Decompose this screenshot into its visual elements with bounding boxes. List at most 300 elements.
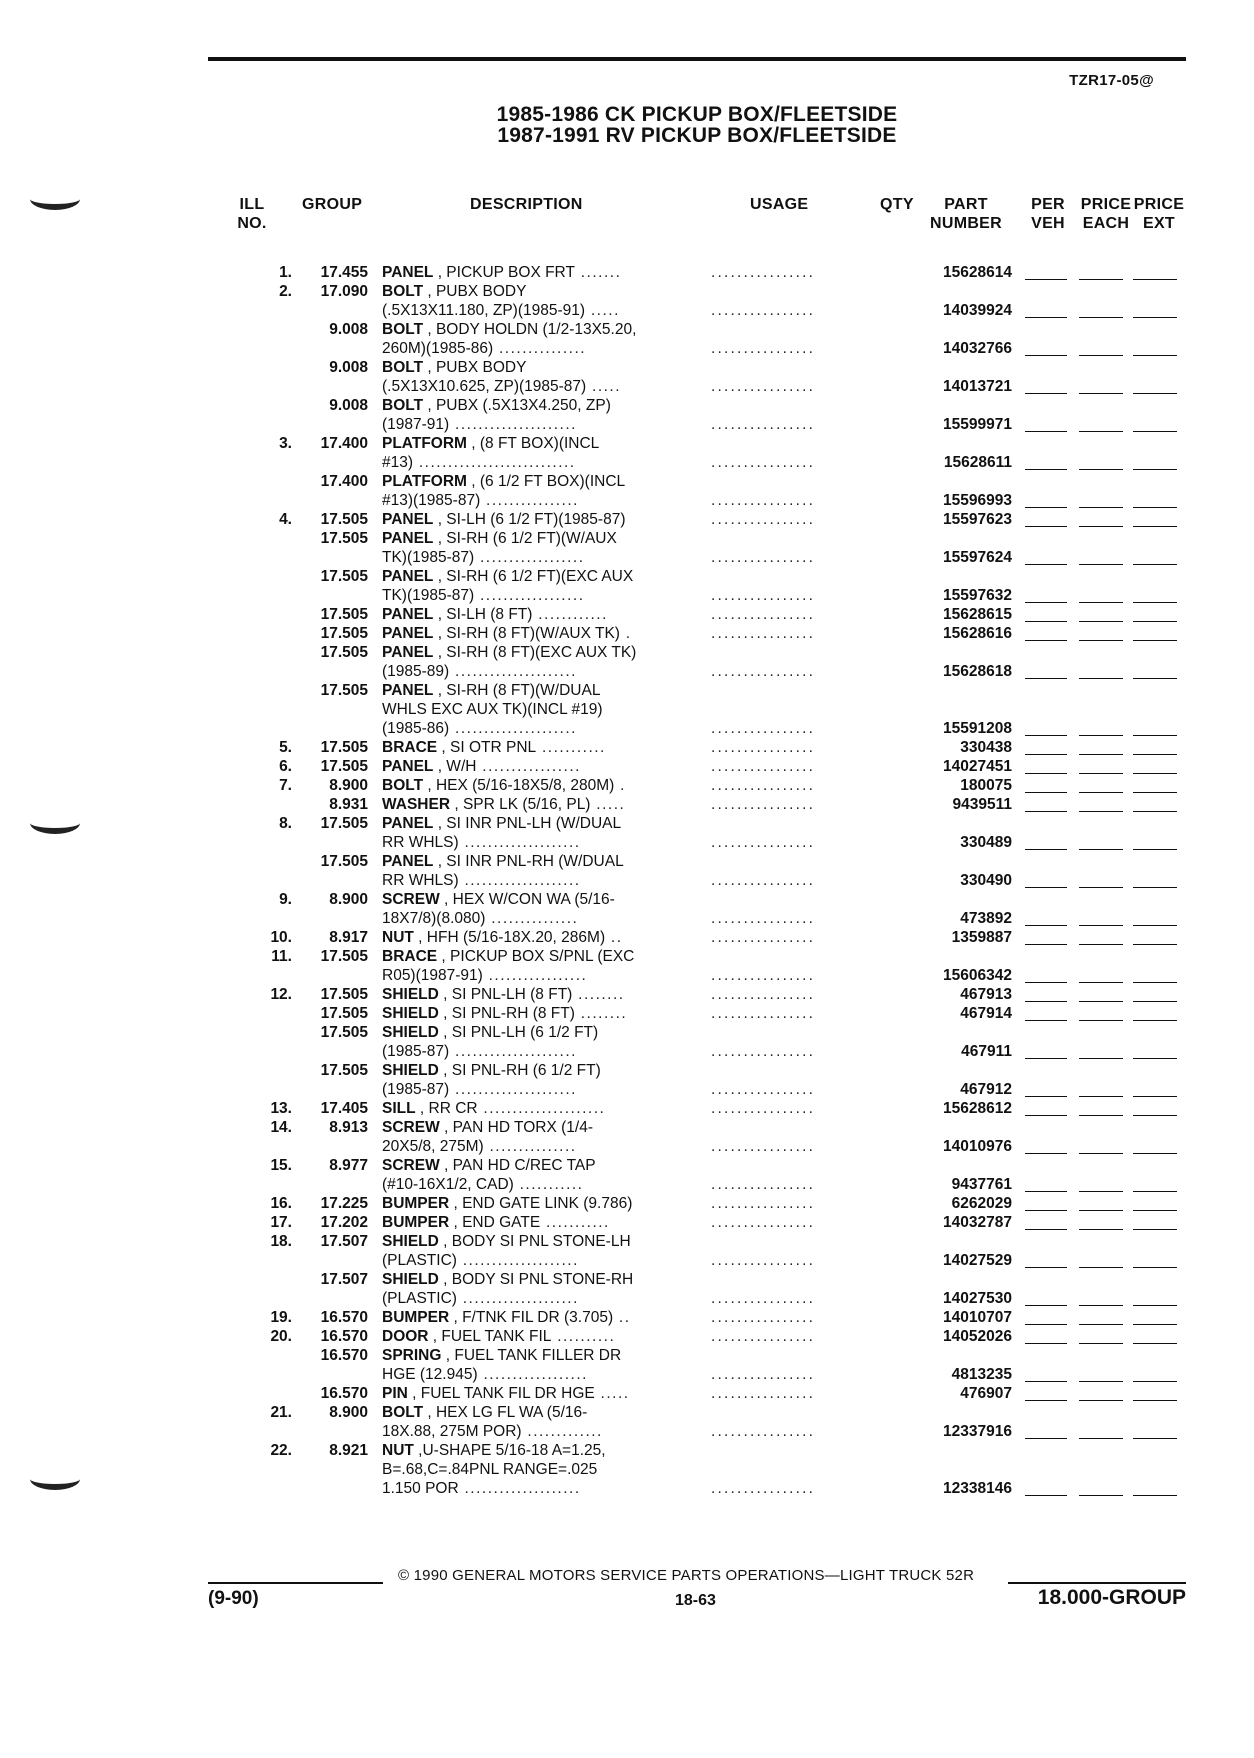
blank-line (1079, 1115, 1123, 1117)
blank-line (1079, 1229, 1123, 1231)
description (382, 510, 686, 529)
dot-leader: .................... (456, 1252, 579, 1269)
table-row (0, 1384, 1254, 1403)
part-name: BUMPER (382, 1214, 450, 1231)
usage-leader: ................ (711, 1176, 816, 1193)
table-row (0, 795, 1254, 814)
part-name: BUMPER (382, 1195, 450, 1212)
blank-line (1079, 678, 1123, 680)
dot-leader: ................. (482, 967, 588, 984)
blank-line (1133, 1058, 1177, 1060)
usage-leader: ................ (711, 625, 816, 642)
usage-leader: ................ (711, 1214, 816, 1231)
part-name: SHIELD (382, 986, 439, 1003)
description (382, 1289, 686, 1308)
blank-line (1025, 1020, 1067, 1022)
fill-in-blanks (1025, 491, 1185, 510)
table-row (0, 339, 1254, 358)
blank-line (1133, 469, 1177, 471)
description-text: (1985-87) (382, 1081, 450, 1098)
description (382, 1004, 686, 1023)
ill-number: 17. (270, 1214, 292, 1231)
group-number: 17.455 (320, 264, 368, 281)
group-number: 9.008 (329, 321, 368, 338)
usage-leader: ................ (711, 1290, 816, 1307)
blank-line (1025, 469, 1067, 471)
part-name: PANEL (382, 530, 434, 547)
part-number: 15628616 (943, 625, 1012, 642)
table-row (0, 928, 1254, 947)
description (382, 909, 686, 928)
description (382, 377, 686, 396)
blank-line (1079, 887, 1123, 889)
blank-line (1079, 754, 1123, 756)
blank-line (1079, 1210, 1123, 1212)
part-number: 14010707 (943, 1309, 1012, 1326)
part-number: 15596993 (943, 492, 1012, 509)
ill-number: 21. (270, 1404, 292, 1421)
description (382, 890, 686, 909)
blank-line (1025, 317, 1067, 319)
ill-number: 14. (270, 1119, 292, 1136)
ill-number: 5. (279, 739, 292, 756)
part-name: SCREW (382, 1157, 440, 1174)
footer-group: 18.000-GROUP (1037, 1586, 1186, 1609)
ill-number: 3. (279, 435, 292, 452)
description (382, 833, 686, 852)
usage-leader: ................ (711, 416, 816, 433)
blank-line (1025, 526, 1067, 528)
dot-leader: ............... (493, 340, 587, 357)
blank-line (1025, 754, 1067, 756)
table-row (0, 643, 1254, 662)
blank-line (1133, 735, 1177, 737)
dot-leader: .................... (456, 1290, 579, 1307)
table-row (0, 1137, 1254, 1156)
col-header-ill: ILL NO. (237, 196, 267, 232)
table-row (0, 1403, 1254, 1422)
dot-leader: ............... (485, 910, 579, 927)
part-number: 9437761 (951, 1176, 1012, 1193)
group-number: 8.900 (329, 1404, 368, 1421)
blank-line (1025, 507, 1067, 509)
table-row (0, 1099, 1254, 1118)
table-row (0, 548, 1254, 567)
fill-in-blanks (1025, 1194, 1185, 1213)
dot-leader: ............. (521, 1423, 603, 1440)
part-number: 330489 (960, 834, 1012, 851)
blank-line (1133, 355, 1177, 357)
blank-line (1079, 469, 1123, 471)
description (382, 1346, 686, 1365)
description (382, 339, 686, 358)
part-name: NUT (382, 929, 414, 946)
table-row (0, 1327, 1254, 1346)
table-row (0, 605, 1254, 624)
fill-in-blanks (1025, 1289, 1185, 1308)
table-row (0, 814, 1254, 833)
description (382, 966, 686, 985)
part-number: 15597632 (943, 587, 1012, 604)
blank-line (1133, 887, 1177, 889)
fill-in-blanks (1025, 833, 1185, 852)
part-name: BOLT (382, 283, 424, 300)
description (382, 1175, 686, 1194)
blank-line (1133, 1381, 1177, 1383)
table-row (0, 1061, 1254, 1080)
col-header-per-veh: PER VEH (1031, 196, 1065, 232)
description-text: (1985-89) (382, 663, 450, 680)
ill-number: 1. (279, 264, 292, 281)
blank-line (1079, 621, 1123, 623)
table-row (0, 1346, 1254, 1365)
blank-line (1079, 1305, 1123, 1307)
part-number: 14052026 (943, 1328, 1012, 1345)
usage-leader: ................ (711, 834, 816, 851)
table-row (0, 434, 1254, 453)
blank-line (1025, 1267, 1067, 1269)
blank-line (1133, 678, 1177, 680)
part-number: 473892 (960, 910, 1012, 927)
blank-line (1133, 811, 1177, 813)
part-number: 15628611 (943, 454, 1012, 471)
usage-leader: ................ (711, 720, 816, 737)
blank-line (1133, 1305, 1177, 1307)
group-number: 17.505 (320, 986, 368, 1003)
part-name: PLATFORM (382, 473, 467, 490)
usage-leader: ................ (711, 587, 816, 604)
table-row (0, 681, 1254, 700)
dot-leader: .................. (477, 1366, 588, 1383)
description-text: , SI-RH (6 1/2 FT)(W/AUX (433, 530, 617, 547)
page-title (0, 104, 1254, 146)
blank-line (1025, 773, 1067, 775)
part-name: PIN (382, 1385, 408, 1402)
usage-leader: ................ (711, 492, 816, 509)
blank-line (1025, 393, 1067, 395)
usage-leader: ................ (711, 1366, 816, 1383)
group-number: 9.008 (329, 397, 368, 414)
description-text: , SPR LK (5/16, PL) (450, 796, 591, 813)
blank-line (1079, 792, 1123, 794)
dot-leader: .......... (551, 1328, 616, 1345)
description (382, 1080, 686, 1099)
table-row (0, 358, 1254, 377)
blank-line (1025, 1001, 1067, 1003)
blank-line (1079, 773, 1123, 775)
blank-line (1079, 1495, 1123, 1497)
fill-in-blanks (1025, 1308, 1185, 1327)
fill-in-blanks (1025, 1137, 1185, 1156)
description (382, 814, 686, 833)
blank-line (1025, 279, 1067, 281)
blank-line (1133, 1324, 1177, 1326)
description (382, 681, 686, 700)
description (382, 1403, 686, 1422)
blank-line (1025, 602, 1067, 604)
usage-leader: ................ (711, 758, 816, 775)
blank-line (1025, 811, 1067, 813)
ill-number: 9. (279, 891, 292, 908)
table-row (0, 1479, 1254, 1498)
dot-leader: .................. (474, 549, 585, 566)
group-number: 17.505 (320, 682, 368, 699)
description-text: RR WHLS) (382, 834, 459, 851)
description-text: TK)(1985-87) (382, 549, 475, 566)
dot-leader: ............... (483, 1138, 577, 1155)
table-row (0, 738, 1254, 757)
dot-leader: ..... (585, 302, 620, 319)
usage-leader: ................ (711, 1423, 816, 1440)
table-row (0, 1365, 1254, 1384)
blank-line (1133, 792, 1177, 794)
group-number: 8.921 (329, 1442, 368, 1459)
fill-in-blanks (1025, 1099, 1185, 1118)
fill-in-blanks (1025, 586, 1185, 605)
blank-line (1025, 355, 1067, 357)
part-name: PANEL (382, 758, 434, 775)
table-row (0, 320, 1254, 339)
dot-leader: ............ (532, 606, 608, 623)
fill-in-blanks (1025, 1384, 1185, 1403)
usage-leader: ................ (711, 1081, 816, 1098)
group-number: 17.505 (320, 853, 368, 870)
table-row (0, 947, 1254, 966)
description (382, 985, 686, 1004)
ill-number: 8. (279, 815, 292, 832)
description-text: 20X5/8, 275M) (382, 1138, 484, 1155)
description-text: , BODY SI PNL STONE-LH (438, 1233, 631, 1250)
description (382, 586, 686, 605)
blank-line (1079, 393, 1123, 395)
description (382, 624, 686, 643)
table-row (0, 415, 1254, 434)
col-header-usage: USAGE (750, 196, 809, 213)
blank-line (1133, 393, 1177, 395)
blank-line (1025, 1381, 1067, 1383)
blank-line (1133, 1020, 1177, 1022)
table-row (0, 776, 1254, 795)
usage-leader: ................ (711, 1328, 816, 1345)
dot-leader: ....... (574, 264, 622, 281)
blank-line (1133, 1153, 1177, 1155)
description-text: , SI PNL-RH (6 1/2 FT) (438, 1062, 601, 1079)
description-text: , SI PNL-RH (8 FT) (438, 1005, 575, 1022)
description (382, 700, 686, 719)
top-rule (208, 57, 1186, 61)
blank-line (1133, 317, 1177, 319)
blank-line (1025, 1191, 1067, 1193)
part-number: 15628612 (943, 1100, 1012, 1117)
description (382, 358, 686, 377)
part-number: 15628614 (943, 264, 1012, 281)
description (382, 947, 686, 966)
description-text: , HEX W/CON WA (5/16- (439, 891, 615, 908)
blank-line (1133, 925, 1177, 927)
blank-line (1133, 754, 1177, 756)
description-text: , RR CR (415, 1100, 478, 1117)
blank-line (1025, 1210, 1067, 1212)
part-number: 14013721 (943, 378, 1012, 395)
table-row (0, 1023, 1254, 1042)
blank-line (1025, 735, 1067, 737)
fill-in-blanks (1025, 1251, 1185, 1270)
blank-line (1079, 1096, 1123, 1098)
description-text: 18X.88, 275M POR) (382, 1423, 522, 1440)
group-number: 17.505 (320, 1005, 368, 1022)
description-text: (1985-86) (382, 720, 450, 737)
part-name: SCREW (382, 1119, 440, 1136)
group-number: 8.900 (329, 891, 368, 908)
blank-line (1025, 1343, 1067, 1345)
part-number: 15597623 (943, 511, 1012, 528)
group-number: 8.913 (329, 1119, 368, 1136)
part-number: 12337916 (943, 1423, 1012, 1440)
table-row (0, 1441, 1254, 1460)
blank-line (1079, 317, 1123, 319)
description (382, 472, 686, 491)
blank-line (1025, 925, 1067, 927)
group-number: 17.505 (320, 530, 368, 547)
blank-line (1079, 849, 1123, 851)
group-number: 17.505 (320, 606, 368, 623)
fill-in-blanks (1025, 795, 1185, 814)
group-number: 16.570 (320, 1309, 368, 1326)
description-text: , W/H (433, 758, 477, 775)
description (382, 1441, 686, 1460)
description-text: #13)(1985-87) (382, 492, 481, 509)
footer-page-number: 18-63 (675, 1592, 716, 1609)
part-name: PANEL (382, 815, 434, 832)
part-number: 12338146 (943, 1480, 1012, 1497)
part-number: 476907 (960, 1385, 1012, 1402)
description-text: (.5X13X10.625, ZP)(1985-87) (382, 378, 587, 395)
description-text: 260M)(1985-86) (382, 340, 494, 357)
dot-leader: ..... (586, 378, 622, 395)
blank-line (1133, 1400, 1177, 1402)
table-row (0, 890, 1254, 909)
part-name: DOOR (382, 1328, 429, 1345)
description (382, 928, 686, 947)
blank-line (1079, 1267, 1123, 1269)
usage-leader: ................ (711, 872, 816, 889)
blank-line (1025, 564, 1067, 566)
col-header-group: GROUP (302, 196, 363, 213)
blank-line (1079, 811, 1123, 813)
dot-leader: . (619, 625, 632, 642)
col-header-part-number: PART NUMBER (929, 196, 1003, 232)
description (382, 1232, 686, 1251)
description-text: #13) (382, 454, 414, 471)
description (382, 1156, 686, 1175)
blank-line (1133, 1210, 1177, 1212)
table-row (0, 567, 1254, 586)
blank-line (1133, 1229, 1177, 1231)
description-text: , FUEL TANK FIL (428, 1328, 552, 1345)
blank-line (1133, 279, 1177, 281)
group-number: 17.507 (320, 1233, 368, 1250)
usage-leader: ................ (711, 796, 816, 813)
blank-line (1025, 1229, 1067, 1231)
group-number: 17.505 (320, 644, 368, 661)
description (382, 1479, 686, 1498)
blank-line (1133, 1096, 1177, 1098)
blank-line (1025, 1096, 1067, 1098)
description (382, 1213, 686, 1232)
dot-leader: .................... (458, 872, 581, 889)
group-number: 8.900 (329, 777, 368, 794)
description (382, 1270, 686, 1289)
part-name: SHIELD (382, 1062, 439, 1079)
fill-in-blanks (1025, 301, 1185, 320)
table-row (0, 1118, 1254, 1137)
dot-leader: ................. (476, 758, 581, 775)
description-text: B=.68,C=.84PNL RANGE=.025 (382, 1461, 598, 1478)
part-number: 15606342 (943, 967, 1012, 984)
table-row (0, 529, 1254, 548)
description (382, 1384, 686, 1403)
table-row (0, 1194, 1254, 1213)
part-number: 1359887 (951, 929, 1012, 946)
dot-leader: ........................... (413, 454, 576, 471)
usage-leader: ................ (711, 606, 816, 623)
dot-leader: ........... (540, 1214, 610, 1231)
footer-copyright: © 1990 GENERAL MOTORS SERVICE PARTS OPERATIONS—LIGHT TRUCK 52R (398, 1567, 975, 1584)
dot-leader: ..................... (449, 416, 577, 433)
dot-leader: .................... (458, 1480, 581, 1497)
description (382, 1460, 686, 1479)
table-row (0, 1289, 1254, 1308)
table-row (0, 700, 1254, 719)
fill-in-blanks (1025, 548, 1185, 567)
document-code: TZR17-05@ (1069, 72, 1154, 89)
group-number: 17.400 (320, 473, 368, 490)
part-name: PANEL (382, 625, 434, 642)
description (382, 1251, 686, 1270)
description-text: , SI-RH (8 FT)(W/DUAL (433, 682, 601, 699)
blank-line (1133, 431, 1177, 433)
description-text: TK)(1985-87) (382, 587, 475, 604)
description-text: , BODY SI PNL STONE-RH (438, 1271, 634, 1288)
ill-number: 16. (270, 1195, 292, 1212)
usage-leader: ................ (711, 1195, 816, 1212)
usage-leader: ................ (711, 340, 816, 357)
part-name: PANEL (382, 644, 434, 661)
part-name: BOLT (382, 397, 424, 414)
dot-leader: ........... (513, 1176, 584, 1193)
fill-in-blanks (1025, 738, 1185, 757)
dot-leader: ..................... (449, 1081, 577, 1098)
group-number: 9.008 (329, 359, 368, 376)
blank-line (1133, 1001, 1177, 1003)
description-text: , SI-RH (8 FT)(EXC AUX TK) (433, 644, 637, 661)
part-name: BOLT (382, 1404, 424, 1421)
description-text: , PUBX BODY (423, 359, 527, 376)
group-number: 17.505 (320, 1062, 368, 1079)
fill-in-blanks (1025, 909, 1185, 928)
dot-leader: .. (613, 1309, 631, 1326)
table-row (0, 1042, 1254, 1061)
ill-number: 11. (271, 948, 292, 965)
part-name: PLATFORM (382, 435, 467, 452)
blank-line (1025, 1438, 1067, 1440)
ill-number: 13. (270, 1100, 292, 1117)
blank-line (1079, 1343, 1123, 1345)
fill-in-blanks (1025, 1004, 1185, 1023)
blank-line (1133, 640, 1177, 642)
part-name: PANEL (382, 264, 434, 281)
part-number: 6262029 (951, 1195, 1012, 1212)
